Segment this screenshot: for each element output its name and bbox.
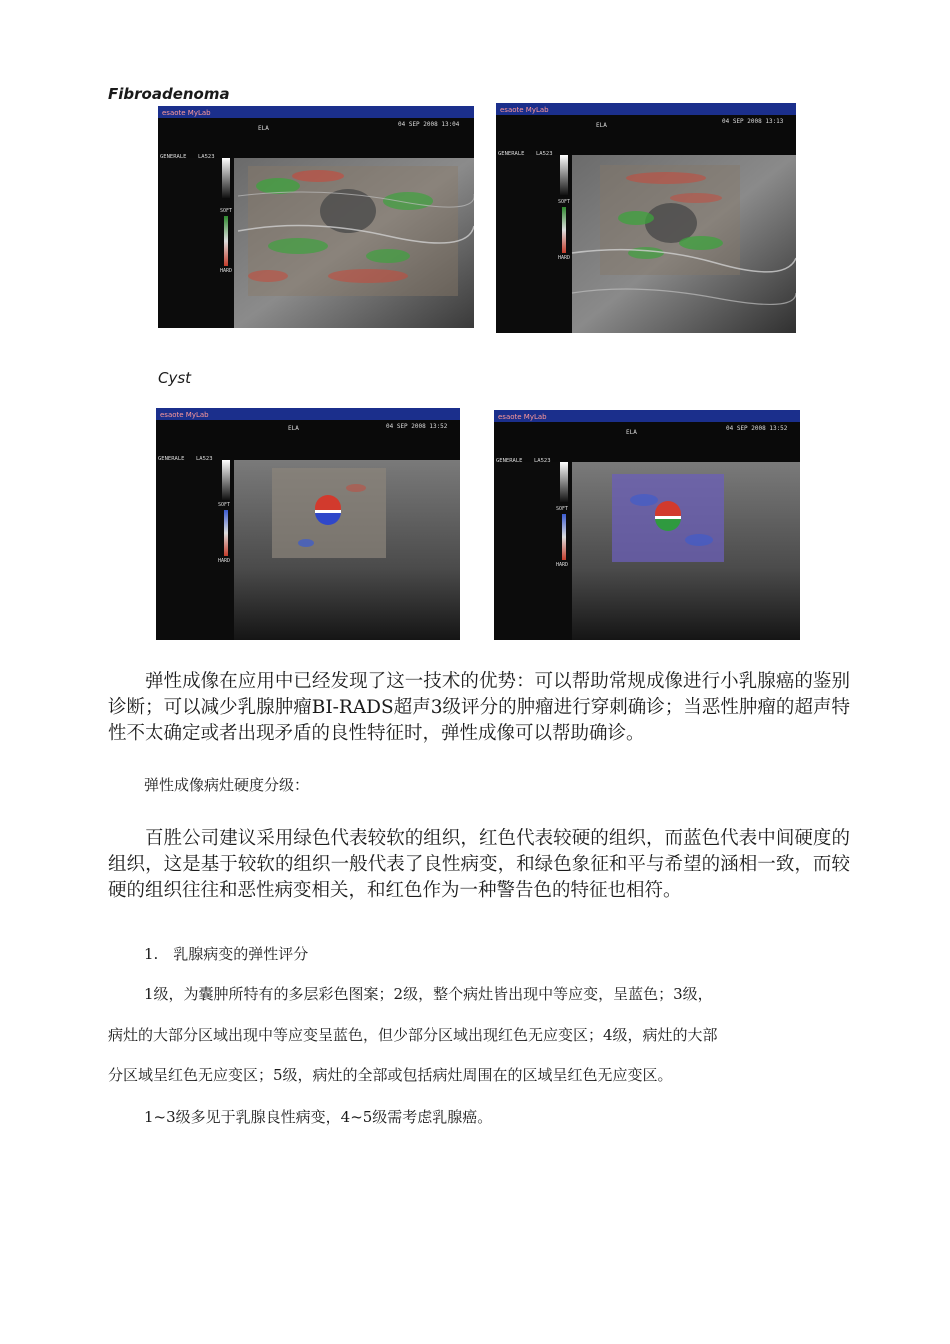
scanner-probe: LA523 — [196, 456, 213, 462]
scanner-mode: ELA — [626, 429, 637, 436]
scale-hard-label: HARD — [556, 562, 569, 568]
heading-hardness-grading: 弹性成像病灶硬度分级： — [144, 776, 310, 794]
scanner-brand: esaote MyLab — [160, 411, 209, 419]
scale-hard-label: HARD — [220, 268, 233, 274]
scale-soft-label: SOFT — [558, 199, 571, 205]
scanner-probe: LA523 — [198, 154, 215, 160]
scanner-date: 04 SEP 2008 13:13 — [722, 118, 784, 125]
ultrasound-image-cyst-2 — [494, 410, 800, 640]
ultrasound-image-fibroadenoma-2 — [496, 103, 796, 333]
score-description-line-3: 分区域呈红色无应变区；5级，病灶的全部或包括病灶周围在的区域呈红色无应变区。 — [108, 1066, 673, 1084]
ultrasound-image-cyst-1 — [156, 408, 460, 640]
scanner-preset: GENERALE — [160, 154, 187, 160]
score-description-line-1: 1级，为囊肿所特有的多层彩色图案；2级，整个病灶皆出现中等应变，呈蓝色；3级， — [144, 985, 713, 1003]
scale-soft-label: SOFT — [556, 506, 569, 512]
caption-fibroadenoma: Fibroadenoma — [108, 85, 230, 103]
scanner-mode: ELA — [596, 122, 607, 129]
ultrasound-image-fibroadenoma-1 — [158, 106, 474, 328]
caption-cyst: Cyst — [158, 369, 192, 387]
list-item-breast-lesion-score: 1. 乳腺病变的弹性评分 — [144, 945, 309, 963]
scanner-preset: GENERALE — [498, 151, 525, 157]
scale-soft-label: SOFT — [218, 502, 231, 508]
scanner-mode: ELA — [288, 425, 299, 432]
scanner-date: 04 SEP 2008 13:52 — [386, 423, 448, 430]
scanner-mode: ELA — [258, 125, 269, 132]
scanner-probe: LA523 — [536, 151, 553, 157]
scale-soft-label: SOFT — [220, 208, 233, 214]
scanner-date: 04 SEP 2008 13:52 — [726, 425, 788, 432]
score-description-line-2: 病灶的大部分区域出现中等应变呈蓝色，但少部分区域出现红色无应变区；4级，病灶的大部 — [108, 1026, 718, 1044]
scanner-probe: LA523 — [534, 458, 551, 464]
scanner-preset: GENERALE — [158, 456, 185, 462]
scanner-date: 04 SEP 2008 13:04 — [398, 121, 460, 128]
scanner-brand: esaote MyLab — [498, 413, 547, 421]
scale-hard-label: HARD — [218, 558, 231, 564]
scale-hard-label: HARD — [558, 255, 571, 261]
paragraph-advantages: 弹性成像在应用中已经发现了这一技术的优势：可以帮助常规成像进行小乳腺癌的鉴别诊断；可以减少乳腺肿瘤BI-RADS超声3级评分的肿瘤进行穿刺确诊；当恶性肿瘤的超声特性不太确定或者出现矛盾的良性特征时，弹性成像可以帮助确诊。 — [108, 671, 850, 744]
scanner-brand: esaote MyLab — [500, 106, 549, 114]
paragraph-score-conclusion: 1~3级多见于乳腺良性病变，4~5级需考虑乳腺癌。 — [144, 1108, 493, 1126]
scanner-preset: GENERALE — [496, 458, 523, 464]
scanner-brand: esaote MyLab — [162, 109, 211, 117]
paragraph-color-scheme: 百胜公司建议采用绿色代表较软的组织，红色代表较硬的组织，而蓝色代表中间硬度的组织，这是基于较软的组织一般代表了良性病变，和绿色象征和平与希望的涵相一致，而较硬的组织往往和恶性病变相关，和红色作为一种警告色的特征也相符。 — [108, 828, 850, 901]
